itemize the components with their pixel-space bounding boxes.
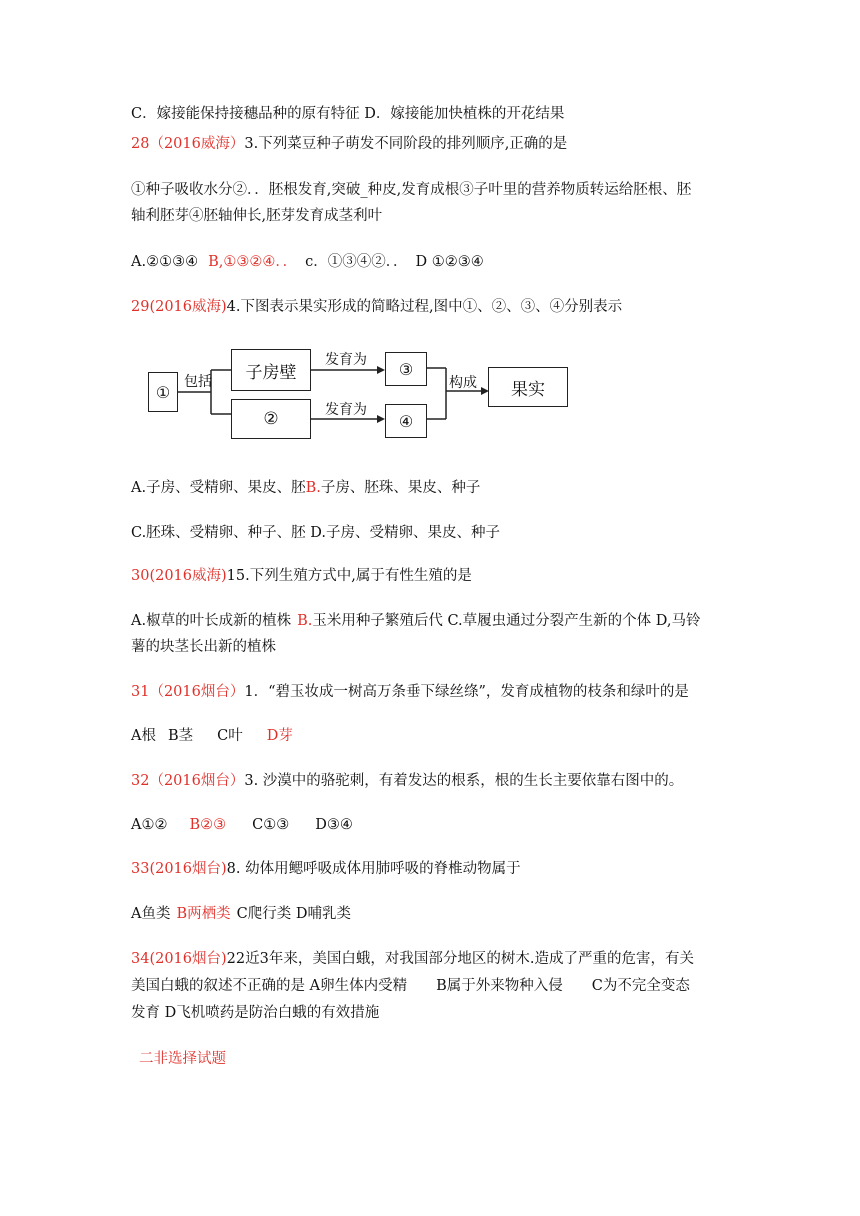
node-3-box: ③ bbox=[385, 352, 427, 386]
question-tag: 33(2016烟台) bbox=[131, 861, 227, 877]
option-b: 子房、胚珠、果皮、种子 bbox=[320, 480, 481, 496]
question-tag: 29(2016威海) bbox=[131, 299, 227, 315]
question-text: 4.下图表示果实形成的简略过程,图中①、②、③、④分别表示 bbox=[226, 299, 623, 315]
question-34-body-2: 美国白蛾的叙述不正确的是 A卵生体内受精 B属于外来物种入侵 C为不完全变态 bbox=[131, 978, 690, 994]
section-heading: 二非选择试题 bbox=[139, 1051, 226, 1067]
question-28-body-1: ①种子吸收水分②．．胚根发育,突破_种皮,发育成根③子叶里的营养物质转运给胚根、胚 bbox=[131, 182, 692, 198]
question-34-heading bbox=[131, 949, 694, 969]
question-30-options bbox=[131, 611, 700, 631]
option-line-c-d: C．嫁接能保持接穗品种的原有特征 D．嫁接能加快植株的开花结果 bbox=[131, 106, 565, 122]
question-text: 1．“碧玉妆成一树高万条垂下绿丝绦”，发育成植物的枝条和绿叶的是 bbox=[244, 684, 689, 700]
option-c: C①③ bbox=[252, 817, 290, 833]
question-28-heading bbox=[131, 134, 567, 154]
fruit-formation-diagram bbox=[131, 335, 585, 447]
node-1-box: ① bbox=[148, 372, 178, 412]
ovary-wall-box: 子房壁 bbox=[231, 349, 311, 391]
option-b: B两栖类 bbox=[176, 906, 231, 922]
fruit-box: 果实 bbox=[488, 367, 568, 407]
question-29-heading bbox=[131, 297, 622, 317]
question-29-options-cd: C.胚珠、受精卵、种子、胚 D.子房、受精卵、果皮、种子 bbox=[131, 525, 501, 541]
question-32-options bbox=[131, 815, 353, 835]
option-c: C叶 bbox=[217, 728, 243, 744]
develop-label-bottom: 发育为 bbox=[325, 402, 367, 418]
question-28-options bbox=[131, 252, 484, 272]
option-a: A.②①③④ bbox=[131, 254, 199, 270]
question-text: 3.下列菜豆种子萌发不同阶段的排列顺序,正确的是 bbox=[244, 136, 568, 152]
node-4-box: ④ bbox=[385, 404, 427, 438]
question-32-heading bbox=[131, 771, 683, 791]
question-text: 8. 幼体用鳃呼吸成体用肺呼吸的脊椎动物属于 bbox=[226, 861, 521, 877]
question-29-options-ab bbox=[131, 478, 480, 498]
option-b: B,①③②④．． bbox=[208, 254, 298, 270]
compose-label: 构成 bbox=[449, 375, 477, 391]
option-a: A.椒草的叶长成新的植株 bbox=[131, 613, 292, 629]
option-b: B茎 bbox=[167, 728, 194, 744]
option-b-letter: B. bbox=[305, 480, 321, 496]
question-tag: 31（2016烟台） bbox=[131, 684, 245, 700]
option-d: D芽 bbox=[266, 728, 293, 744]
option-a: A根 bbox=[131, 728, 156, 744]
option-cd: C爬行类 D哺乳类 bbox=[236, 906, 351, 922]
question-31-heading bbox=[131, 682, 689, 702]
option-d: D ①②③④ bbox=[415, 254, 484, 270]
question-33-heading bbox=[131, 859, 521, 879]
question-text: 15.下列生殖方式中,属于有性生殖的是 bbox=[226, 568, 472, 584]
option-a: A①② bbox=[131, 817, 168, 833]
question-30-heading bbox=[131, 566, 472, 586]
question-31-options bbox=[131, 726, 293, 746]
node-2-box: ② bbox=[231, 399, 311, 439]
question-33-options bbox=[131, 904, 351, 924]
question-tag: 32（2016烟台） bbox=[131, 773, 245, 789]
question-tag: 30(2016威海) bbox=[131, 568, 227, 584]
question-28-body-2: 轴利胚芽④胚轴伸长,胚芽发育成茎利叶 bbox=[131, 208, 383, 224]
question-34-body-3: 发育 D飞机喷药是防治白蛾的有效措施 bbox=[131, 1005, 380, 1021]
question-tag: 28（2016威海） bbox=[131, 136, 245, 152]
option-c: c．①③④②．． bbox=[305, 254, 408, 270]
question-text: 22近3年来，美国白蛾，对我国部分地区的树木.造成了严重的危害，有关 bbox=[226, 951, 694, 967]
question-30-options-2: 薯的块茎长出新的植株 bbox=[131, 639, 276, 655]
option-b: B②③ bbox=[189, 817, 227, 833]
option-b-cd: 玉米用种子繁殖后代 C.草履虫通过分裂产生新的个体 D,马铃 bbox=[312, 613, 701, 629]
question-text: 3. 沙漠中的骆驼刺，有着发达的根系，根的生长主要依靠右图中的。 bbox=[244, 773, 684, 789]
option-a: A.子房、受精卵、果皮、胚 bbox=[131, 480, 306, 496]
question-tag: 34(2016烟台) bbox=[131, 951, 227, 967]
option-b-letter: B. bbox=[297, 613, 313, 629]
include-label: 包括 bbox=[184, 374, 212, 390]
option-d: D③④ bbox=[315, 817, 353, 833]
option-a: A鱼类 bbox=[131, 906, 171, 922]
develop-label-top: 发育为 bbox=[325, 352, 367, 368]
